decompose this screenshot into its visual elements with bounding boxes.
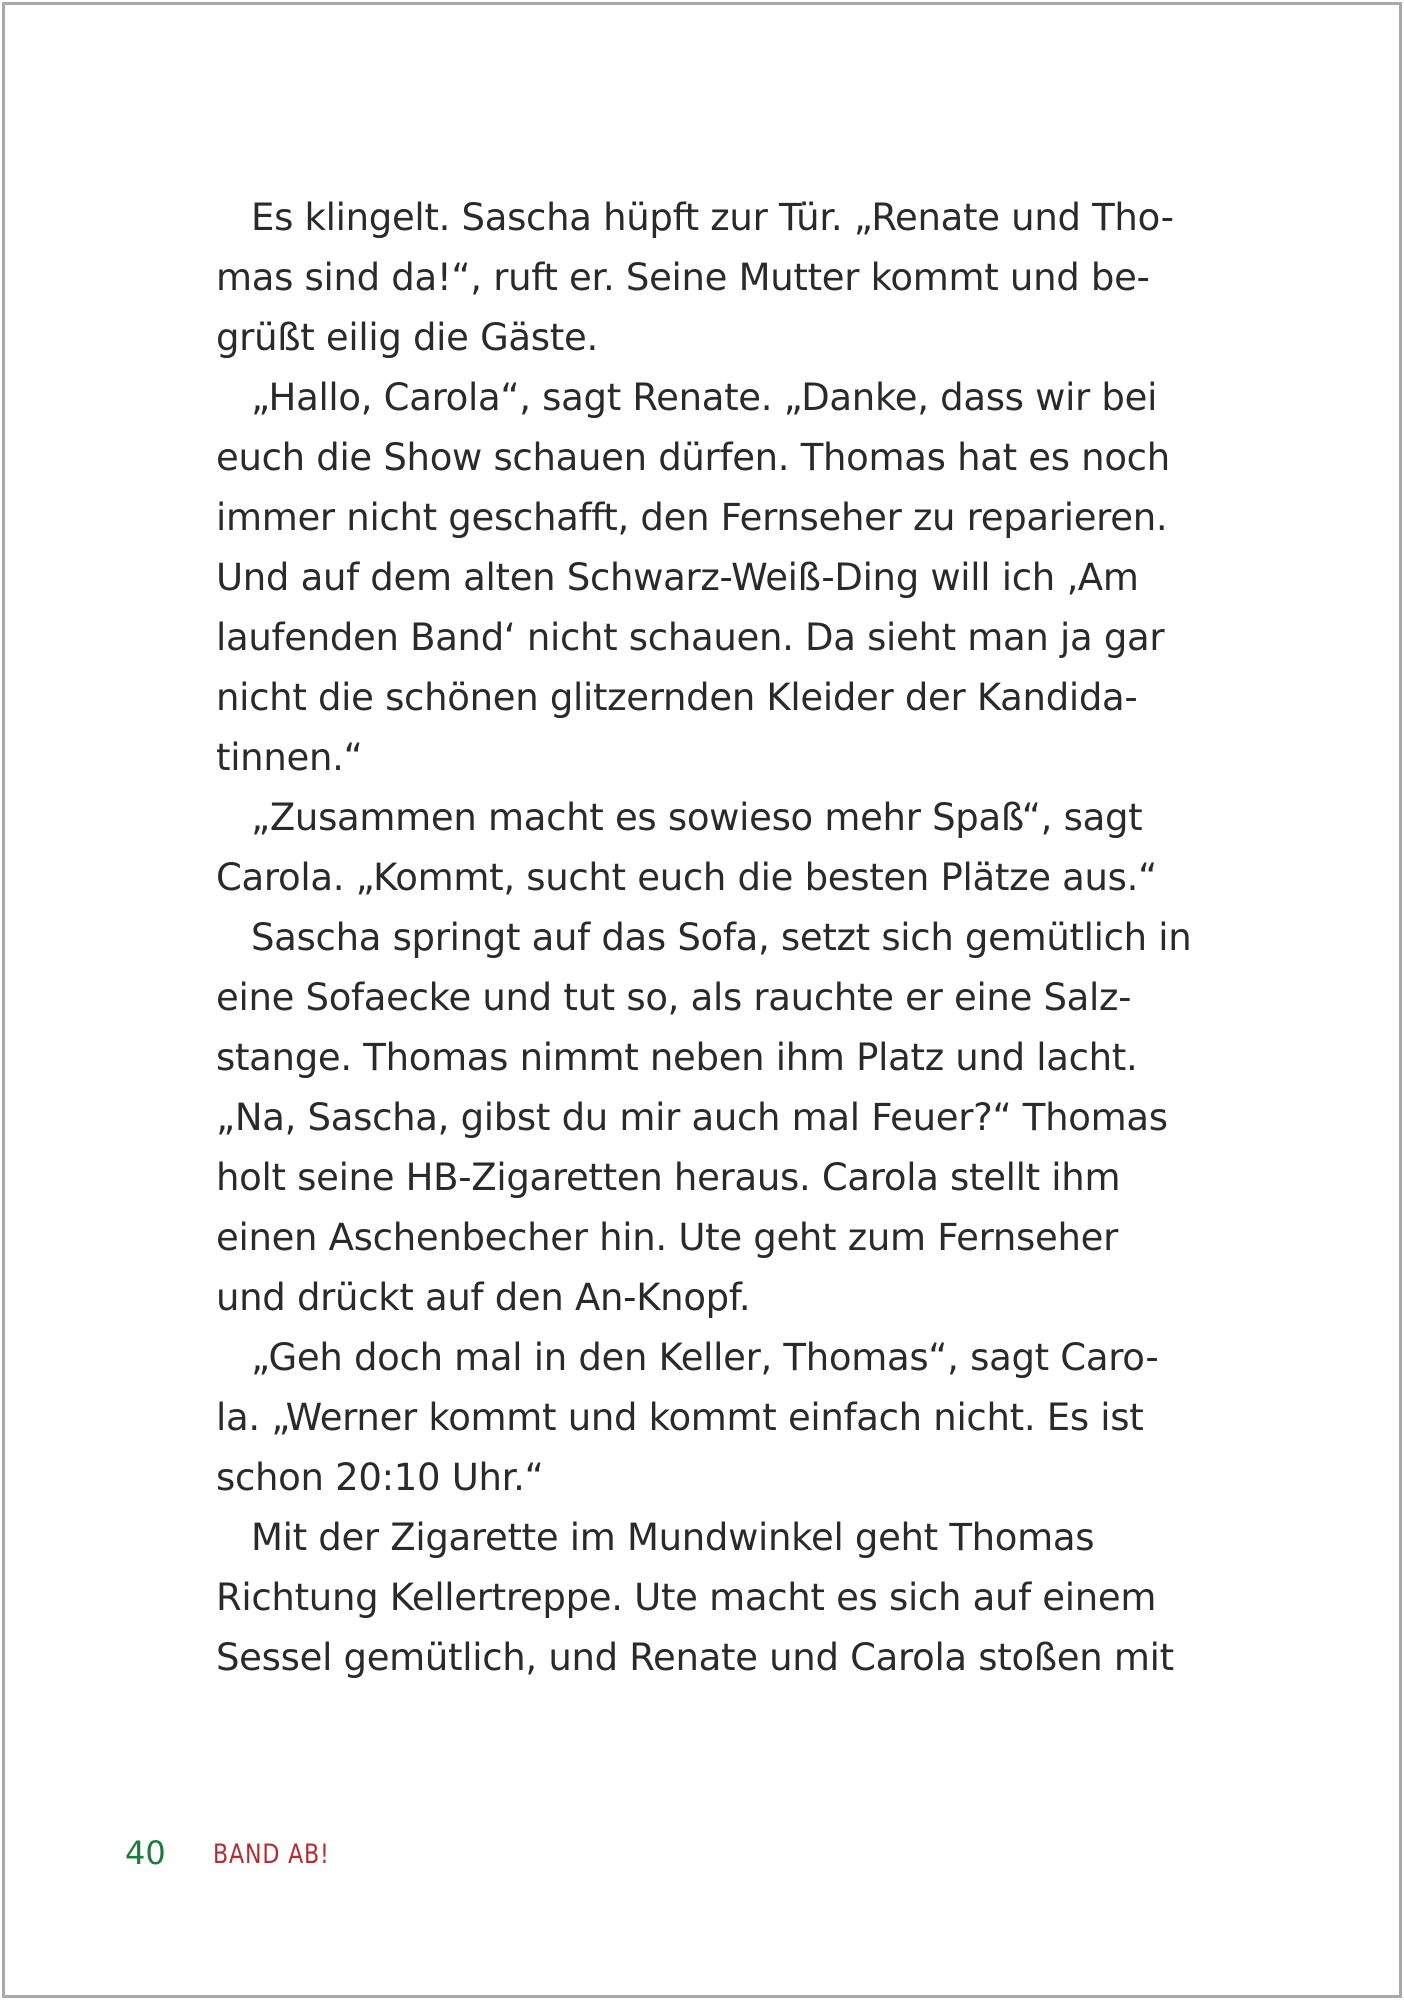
book-page [2,2,1402,1998]
text-line: Sessel gemütlich, und Renate und Carola stoßen mit [216,1636,1174,1679]
text-line: nicht die schönen glitzernden Kleider der Kandida- [216,676,1138,719]
text-line: grüßt eilig die Gäste. [216,316,598,359]
page-number: 40 [125,1834,166,1872]
text-line: euch die Show schauen dürfen. Thomas hat es noch [216,436,1170,479]
text-line: „Geh doch mal in den Keller, Thomas“, sagt Caro- [251,1336,1159,1379]
text-line: eine Sofaecke und tut so, als rauchte er eine Salz- [216,976,1132,1019]
text-line: holt seine HB-Zigaretten heraus. Carola stellt ihm [216,1156,1121,1199]
text-line: einen Aschenbecher hin. Ute geht zum Fernseher [216,1216,1119,1259]
text-line: Richtung Kellertreppe. Ute macht es sich auf einem [216,1576,1157,1619]
text-line: Und auf dem alten Schwarz-Weiß-Ding will ich ‚Am [216,556,1139,599]
running-title: BAND AB! [213,1839,330,1870]
body-text [216,188,1196,1688]
text-line: Mit der Zigarette im Mundwinkel geht Thomas [251,1516,1095,1559]
text-line: laufenden Band‘ nicht schauen. Da sieht man ja gar [216,616,1165,659]
text-line: „Na, Sascha, gibst du mir auch mal Feuer?“ Thomas [216,1096,1168,1139]
text-line: mas sind da!“, ruft er. Seine Mutter kommt und be- [216,256,1150,299]
text-line: schon 20:10 Uhr.“ [216,1456,544,1499]
text-line: Carola. „Kommt, sucht euch die besten Plätze aus.“ [216,856,1157,899]
text-line: Sascha springt auf das Sofa, setzt sich gemütlich in [251,916,1192,959]
text-line: la. „Werner kommt und kommt einfach nicht. Es ist [216,1396,1144,1439]
text-line: „Zusammen macht es sowieso mehr Spaß“, sagt [251,796,1143,839]
text-line: und drückt auf den An-Knopf. [216,1276,751,1319]
text-line: immer nicht geschafft, den Fernseher zu reparieren. [216,496,1168,539]
text-line: tinnen.“ [216,736,363,779]
text-line: Es klingelt. Sascha hüpft zur Tür. „Renate und Tho- [251,196,1174,239]
text-line: stange. Thomas nimmt neben ihm Platz und lacht. [216,1036,1138,1079]
text-line: „Hallo, Carola“, sagt Renate. „Danke, dass wir bei [251,376,1158,419]
